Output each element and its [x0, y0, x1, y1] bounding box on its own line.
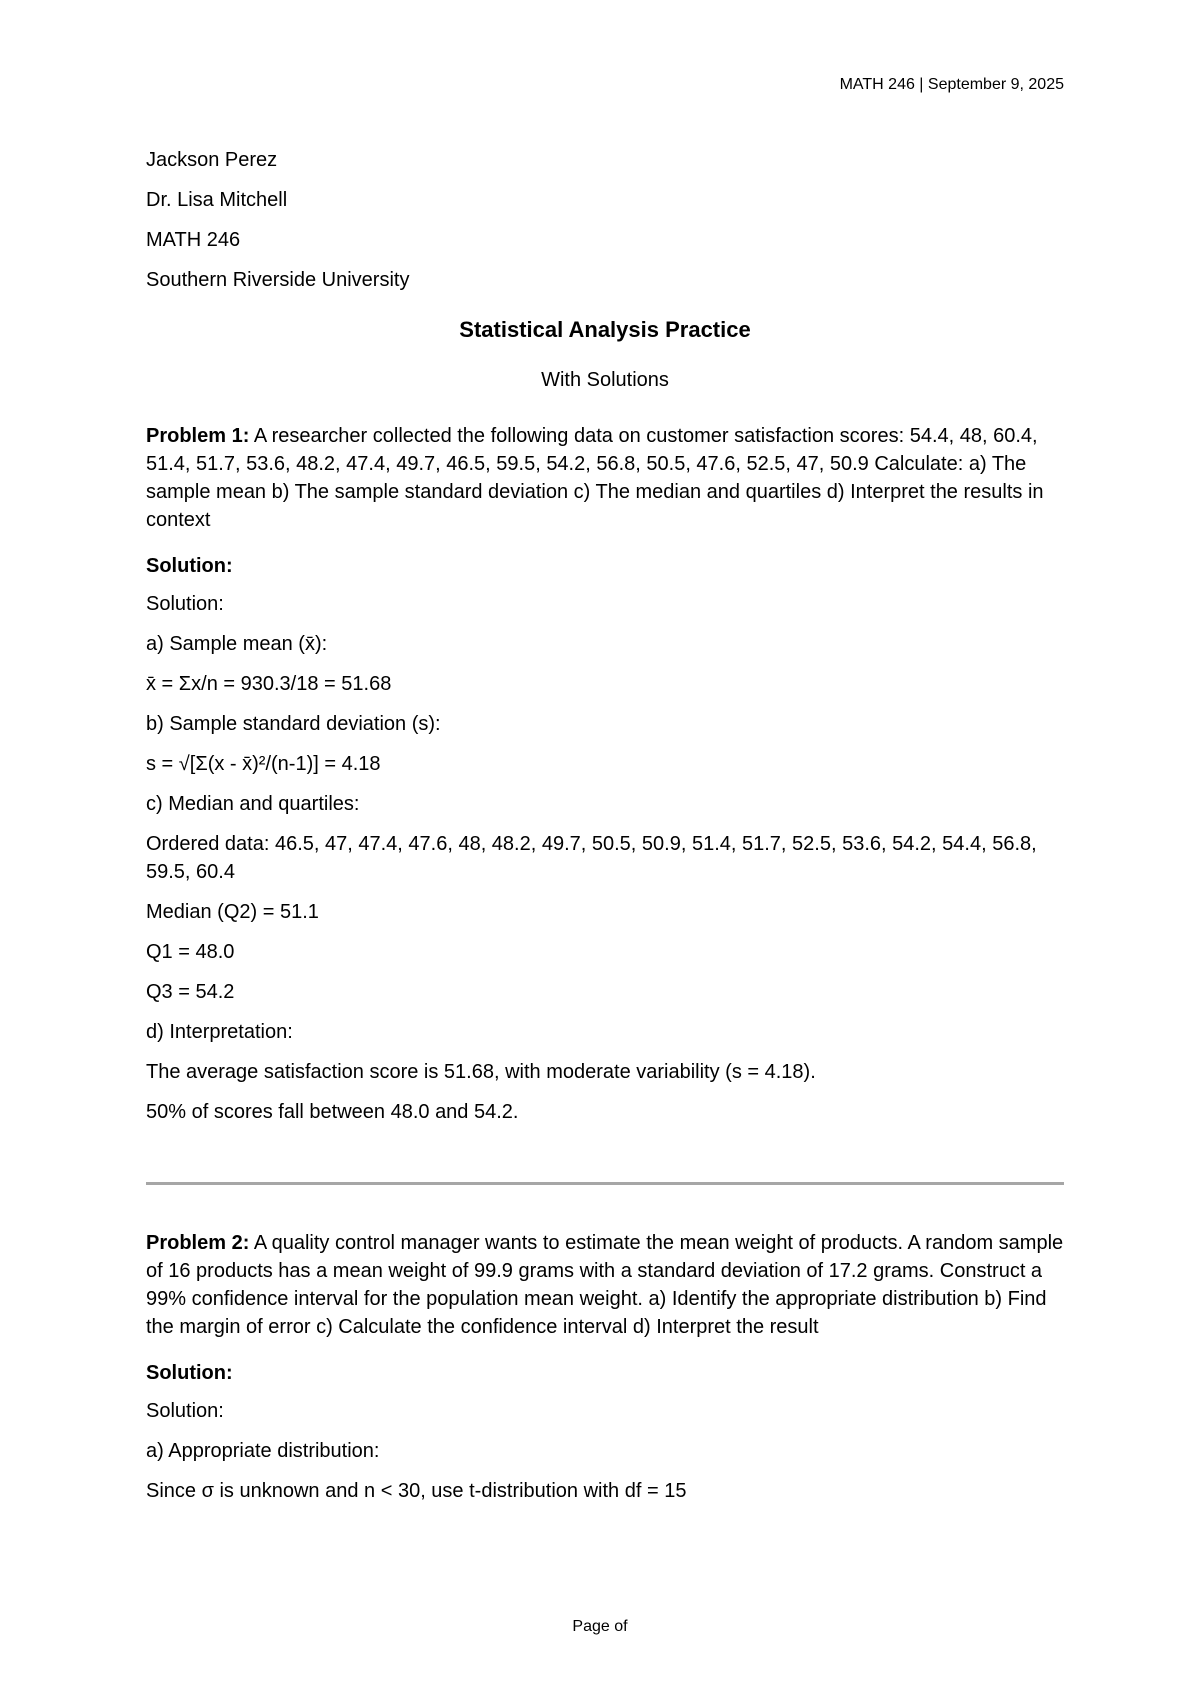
problem-2-text: A quality control manager wants to estimate the mean weight of products. A random sample of 16 products has a mean weight of 99.9 grams with a standard deviation of 17.2 grams. Construct a 99% confidence interval for the population mean weight. a) Identify the appropriate distribution b) Find the margin of error c) Calculate the confidence interval d) Interpret the result: [146, 1232, 1064, 1338]
solution-1-line: b) Sample standard deviation (s):: [146, 713, 441, 735]
solution-1-line: Q1 = 48.0: [146, 941, 235, 963]
solution-1-line: d) Interpretation:: [146, 1021, 293, 1043]
running-header: MATH 246 | September 9, 2025: [839, 76, 1064, 93]
solution-1-line: Q3 = 54.2: [146, 981, 235, 1003]
solution-2-line: a) Appropriate distribution:: [146, 1440, 380, 1462]
student-name: Jackson Perez: [146, 149, 278, 171]
problem-1-solution-heading: Solution:: [146, 555, 233, 577]
problem-2-label: Problem 2:: [146, 1232, 250, 1254]
problem-1: [146, 422, 1064, 534]
problem-2: [146, 1229, 1064, 1341]
solution-1-line: The average satisfaction score is 51.68, with moderate variability (s = 4.18).: [146, 1061, 816, 1083]
solution-1-line: c) Median and quartiles:: [146, 793, 360, 815]
solution-1-line: s = √[Σ(x - x̄)²/(n-1)] = 4.18: [146, 753, 381, 775]
solution-1-line: Solution:: [146, 593, 224, 615]
page-footer: Page of: [572, 1618, 628, 1635]
problem-1-label: Problem 1:: [146, 425, 250, 447]
solution-2-line: Solution:: [146, 1400, 224, 1422]
solution-2-line: Since σ is unknown and n < 30, use t-distribution with df = 15: [146, 1480, 687, 1502]
document-subtitle: With Solutions: [541, 369, 669, 391]
document-title: Statistical Analysis Practice: [459, 317, 751, 342]
university-name: Southern Riverside University: [146, 269, 410, 291]
solution-1-line: a) Sample mean (x̄):: [146, 633, 328, 655]
solution-1-line: x̄ = Σx/n = 930.3/18 = 51.68: [146, 673, 392, 695]
section-divider: [146, 1182, 1064, 1185]
course-code: MATH 246: [146, 229, 241, 251]
instructor-name: Dr. Lisa Mitchell: [146, 189, 288, 211]
solution-1-line: Ordered data: 46.5, 47, 47.4, 47.6, 48, 48.2, 49.7, 50.5, 50.9, 51.4, 51.7, 52.5, 53.6, 54.2, 54.4, 56.8, 59.5, 60.4: [146, 833, 1037, 883]
solution-1-line: 50% of scores fall between 48.0 and 54.2.: [146, 1101, 519, 1123]
solution-1-line: Median (Q2) = 51.1: [146, 901, 319, 923]
document-body: [146, 146, 1064, 1517]
problem-2-solution-heading: Solution:: [146, 1362, 233, 1384]
problem-1-text: A researcher collected the following data on customer satisfaction scores: 54.4, 48, 60.4, 51.4, 51.7, 53.6, 48.2, 47.4, 49.7, 46.5, 59.5, 54.2, 56.8, 50.5, 47.6, 52.5, 47, 50.9 Calculate: a) The sample mean b) The sample standard deviation c) The median and quartiles d) Interpret the results in context: [146, 425, 1044, 531]
